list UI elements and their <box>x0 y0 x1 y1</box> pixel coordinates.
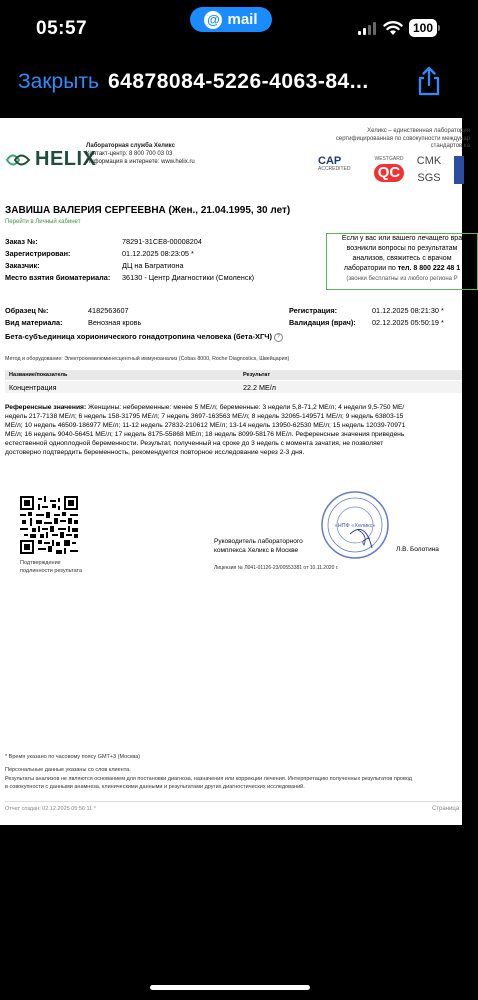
wifi-icon <box>383 20 403 36</box>
certification-badges <box>318 156 464 184</box>
material-value: Венозная кровь <box>88 318 142 327</box>
reference-values: Референсные значения: Женщины: небеременные: менее 5 МЕ/л; беременные: 3 недели 5,8-71,2 МЕ/л; 4 недели 9,5-750 МЕ/ недель 217-7138 МЕ/л; 6 недель 158-31795 МЕ/л; 7 недель 3697-163563 МЕ/л; 8 недель 32065-149571 МЕ/л; 9 недель 63803-15 МЕ/л; 10 недель 46509-186977 МЕ/л; 11-12 недель 27832-210612 МЕ/л; 13-14 недель 13950-62530 МЕ/л; 15 недель 12039-70971 МЕ/л; 16 недель 9040-56451 МЕ/л; 17 недель 8175-55868 МЕ/л; 18 недель 8099-58176 МЕ/л. Референсные значения приведень естественной одноплодной беременности. Результат, полученный на сроке до 3 недель с момента зачатия, не позволяет достоверно подтвердить беременность, рекомендуется повторное исследование через 2-3 дня. <box>5 404 406 456</box>
order-value: 78291-31CE8-00008204 <box>122 237 202 246</box>
qr-code[interactable] <box>20 496 78 554</box>
row-name: Концентрация <box>9 383 57 392</box>
registered-value: 01.12.2025 08:23:05 * <box>122 249 194 258</box>
lab-head-title: Руководитель лабораторного комплекса Хеликс в Москве <box>214 538 303 554</box>
blurb-line: Хеликс – единственная лаборатория <box>367 128 470 134</box>
report-created: Отчет создан: 02.12.2025 05:56:11 * <box>5 806 96 812</box>
clock: 05:57 <box>36 18 88 39</box>
internet-info: Информация в интернете: www.helix.ru <box>86 159 195 165</box>
place-label: Место взятия биоматериала: <box>5 273 111 282</box>
signer-name: Л.В. Болотина <box>396 546 439 553</box>
sample-label: Образец №: <box>5 306 49 315</box>
table-header <box>5 370 462 380</box>
qr-caption: Подтверждение подлинности результата <box>20 560 83 574</box>
cellular-signal-icon <box>358 22 376 35</box>
lab-name: Лабораторная служба Хеликс <box>86 143 175 149</box>
personal-cabinet-link[interactable]: Перейти в Личный кабинет <box>5 219 81 225</box>
place-value: 36130 - Центр Диагностики (Смоленск) <box>122 273 255 282</box>
results-table <box>5 370 462 393</box>
mail-app-pill[interactable] <box>190 7 272 32</box>
certification-blurb <box>300 128 470 151</box>
timezone-note: * Время указано по часовому поясу GMT+3 (Москва) <box>5 754 141 760</box>
share-icon[interactable] <box>416 66 442 96</box>
footer-divider <box>5 801 462 802</box>
status-bar <box>0 0 462 60</box>
customer-label: Заказчик: <box>5 261 40 270</box>
personal-data-note: Персональные данные указаны со слов клиента. <box>5 767 131 773</box>
page-label: Страница <box>432 806 460 812</box>
registration-label: Регистрация: <box>289 306 338 315</box>
helix-logo <box>5 148 96 171</box>
empty-preview-area <box>0 825 462 1000</box>
blurb-line: сертифицированная по совокупности междунар <box>335 135 470 142</box>
test-title: Бета-субъединица хорионического гонадотропина человека (бета-ХГЧ) ? <box>5 332 283 342</box>
company-stamp-icon <box>320 490 390 560</box>
registration-value: 01.12.2025 08:21:30 * <box>372 306 444 315</box>
sample-value: 4182563607 <box>88 306 129 315</box>
validation-value: 02.12.2025 05:50:19 * <box>372 318 444 327</box>
preview-nav-bar <box>0 60 462 116</box>
material-label: Вид материала: <box>5 318 63 327</box>
at-icon: @ <box>204 11 222 29</box>
patient-name: ЗАВИША ВАЛЕРИЯ СЕРГЕЕВНА (Жен., 21.04.1995, 30 лет) <box>5 205 291 216</box>
helix-leaf-icon <box>5 151 31 169</box>
contact-doctor-box: Если у вас или вашего лечащего вра возникли вопросы по результатам анализов, свяжитесь с врачом лаборатории по тел. 8 800 222 48 1 (звонки бесплатны из любого региона Р <box>326 233 478 290</box>
close-button[interactable]: Закрыть <box>18 70 99 93</box>
cert-badge-partial <box>454 156 464 184</box>
license: Лицензия № Л041-01126-23/00553381 от 10.11.2020 г. <box>214 565 339 571</box>
cmk-sgs-badge: CMK SGS <box>416 155 442 184</box>
lab-contacts <box>86 142 195 166</box>
disclaimer: Результаты анализов не являются основанием для постановки диагноза, назначения или коррекции лечения. Интерпретацию полученных результатов провод в совокупности с данными анамнеза, клиническими данными и результатами других диагностических исследований. <box>5 776 412 790</box>
test-method: Метод и оборудование: Электрохемилюминесцентный иммуноанализ (Cobas 8000, Roche Diagnostics, Швейцария) <box>5 356 290 362</box>
customer-value: ДЦ на Багратиона <box>122 261 184 270</box>
blurb-line: стандартов ка <box>430 143 470 149</box>
mail-app-label: mail <box>227 11 258 28</box>
lab-report-document[interactable] <box>0 118 470 825</box>
svg-text:«НПФ «Хеликс»: «НПФ «Хеликс» <box>334 523 376 529</box>
document-title: 64878084-5226-4063-84... <box>108 70 369 93</box>
column-header-name: Название/показатель <box>9 372 68 378</box>
logo-text: HELIX <box>35 148 97 170</box>
table-row <box>5 381 462 393</box>
battery-icon: 100 <box>409 19 437 37</box>
westgard-qc-badge: WESTGARD QC <box>374 156 404 181</box>
registered-label: Зарегистрирован: <box>5 249 71 258</box>
cap-badge: CAP ACCREDITED <box>318 155 351 172</box>
row-result: 22.2 МЕ/л <box>243 383 276 392</box>
order-label: Заказ №: <box>5 237 38 246</box>
help-icon[interactable]: ? <box>274 333 283 342</box>
home-indicator[interactable] <box>150 985 310 990</box>
column-header-result: Результат <box>243 372 271 378</box>
validation-label: Валидация (врач): <box>289 318 356 327</box>
contact-center: Контакт-центр: 8 800 700 03 03 <box>86 151 173 157</box>
